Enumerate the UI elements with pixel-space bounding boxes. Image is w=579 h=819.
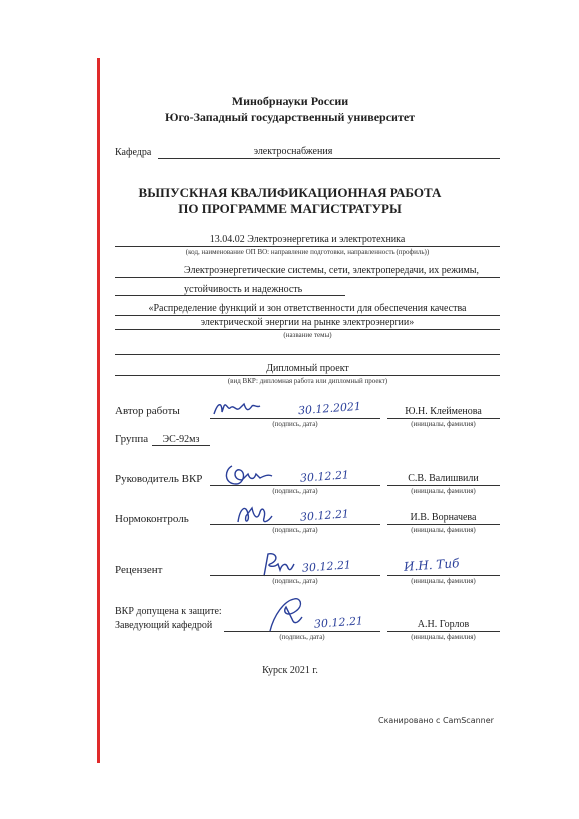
author-signature bbox=[212, 398, 262, 418]
topic-line1: «Распределение функций и зон ответственности для обеспечения качества bbox=[148, 303, 467, 314]
work-type-underline bbox=[115, 375, 500, 376]
admitted-label: ВКР допущена к защите: bbox=[115, 606, 222, 617]
reviewer-name-hint: (инициалы, фамилия) bbox=[411, 577, 476, 585]
author-name-hint: (инициалы, фамилия) bbox=[411, 420, 476, 428]
profile-line1-underline bbox=[115, 277, 500, 278]
department-value: электроснабжения bbox=[253, 146, 333, 157]
normcontrol-name-line bbox=[387, 524, 500, 525]
supervisor-sign-line bbox=[210, 485, 380, 486]
program-hint: (код, наименование ОП ВО: направление подготовки, направленность (профиль)) bbox=[185, 248, 430, 256]
program-code: 13.04.02 Электроэнергетика и электротехника bbox=[209, 234, 406, 245]
normcontrol-label: Нормоконтроль bbox=[115, 513, 189, 525]
profile-line2: устойчивость и надежность bbox=[184, 284, 303, 295]
head-signature bbox=[264, 595, 308, 635]
department-label: Кафедра bbox=[115, 147, 152, 158]
group-value: ЭС-92мз bbox=[162, 434, 200, 445]
normcontrol-signature-date: 30.12.21 bbox=[299, 507, 350, 524]
head-name-hint: (инициалы, фамилия) bbox=[411, 633, 476, 641]
head-name-line bbox=[387, 631, 500, 632]
reviewer-name-handwritten: И.Н. Тиб bbox=[403, 556, 460, 574]
author-sign-line bbox=[210, 418, 380, 419]
place-year: Курск 2021 г. bbox=[262, 665, 318, 676]
page-margin-line bbox=[97, 58, 100, 763]
supervisor-label: Руководитель ВКР bbox=[115, 473, 203, 485]
reviewer-sign-hint: (подпись, дата) bbox=[272, 577, 318, 585]
topic-line2: электрической энергии на рынке электроэнергии» bbox=[200, 317, 415, 328]
author-label: Автор работы bbox=[115, 405, 180, 417]
supervisor-name-line bbox=[387, 485, 500, 486]
normcontrol-sign-hint: (подпись, дата) bbox=[272, 526, 318, 534]
supervisor-name: С.В. Валишвили bbox=[408, 473, 479, 484]
profile-line2-underline bbox=[115, 295, 345, 296]
department-line bbox=[158, 158, 500, 159]
author-name-line bbox=[387, 418, 500, 419]
reviewer-label: Рецензент bbox=[115, 564, 163, 576]
author-signature-date: 30.12.2021 bbox=[297, 399, 362, 418]
head-signature-date: 30.12.21 bbox=[313, 614, 364, 631]
document-title-line1: ВЫПУСКНАЯ КВАЛИФИКАЦИОННАЯ РАБОТА bbox=[138, 185, 442, 200]
topic-line2-underline bbox=[115, 329, 500, 330]
supervisor-sign-hint: (подпись, дата) bbox=[272, 487, 318, 495]
author-sign-hint: (подпись, дата) bbox=[272, 420, 318, 428]
topic-hint: (название темы) bbox=[283, 331, 332, 339]
head-label: Заведующий кафедрой bbox=[115, 620, 213, 631]
reviewer-signature-date: 30.12.21 bbox=[301, 558, 352, 575]
profile-line1: Электроэнергетические системы, сети, электропередачи, их режимы, bbox=[184, 265, 480, 276]
program-line bbox=[115, 246, 500, 247]
scanner-watermark: Сканировано с CamScanner bbox=[378, 716, 494, 725]
normcontrol-name: И.В. Ворначева bbox=[410, 512, 477, 523]
document-title-line2: ПО ПРОГРАММЕ МАГИСТРАТУРЫ bbox=[178, 201, 402, 216]
work-type-value: Дипломный проект bbox=[266, 363, 349, 374]
head-name: А.Н. Горлов bbox=[417, 619, 470, 630]
author-name: Ю.Н. Клейменова bbox=[405, 406, 482, 417]
group-label: Группа bbox=[115, 433, 149, 445]
ministry-name: Минобрнауки России bbox=[231, 94, 349, 108]
supervisor-name-hint: (инициалы, фамилия) bbox=[411, 487, 476, 495]
topic-extra-underline bbox=[115, 354, 500, 355]
reviewer-sign-line bbox=[210, 575, 380, 576]
head-sign-hint: (подпись, дата) bbox=[279, 633, 325, 641]
topic-line1-underline bbox=[115, 315, 500, 316]
university-name: Юго-Западный государственный университет bbox=[164, 110, 416, 124]
normcontrol-name-hint: (инициалы, фамилия) bbox=[411, 526, 476, 534]
group-line bbox=[152, 445, 210, 446]
reviewer-name-line bbox=[387, 575, 500, 576]
supervisor-signature-date: 30.12.21 bbox=[299, 468, 350, 485]
work-type-hint: (вид ВКР: дипломная работа или дипломный проект) bbox=[227, 377, 388, 385]
normcontrol-sign-line bbox=[210, 524, 380, 525]
